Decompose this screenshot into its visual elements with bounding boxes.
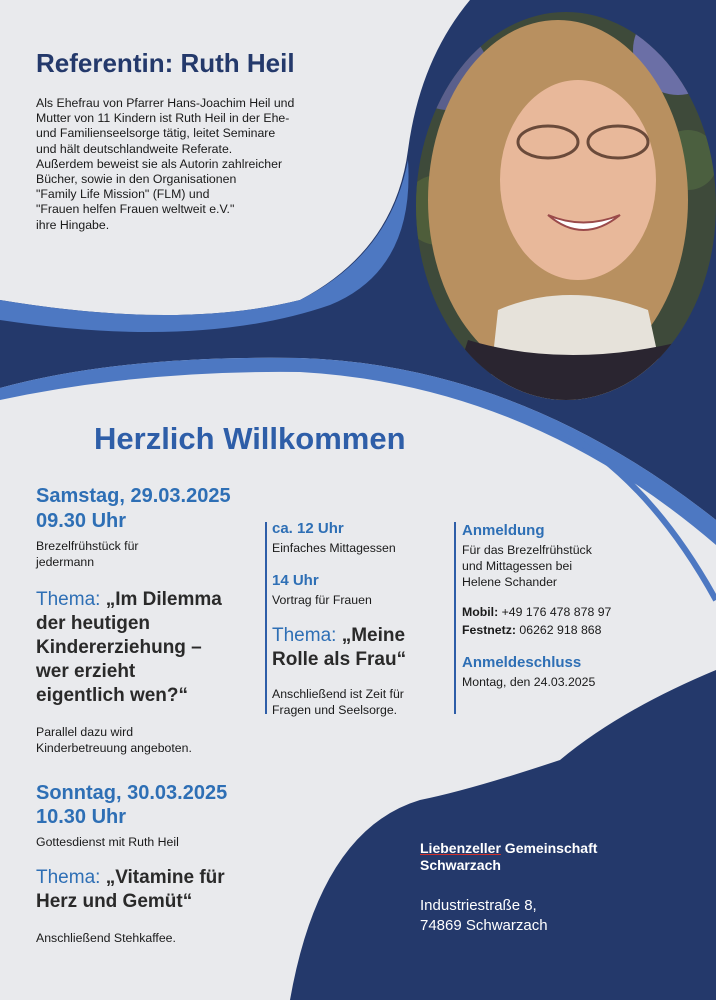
midday-thema [272, 624, 452, 672]
saturday-note-2: Kinderbetreuung angeboten. [36, 741, 192, 755]
speaker-heading: Referentin: Ruth Heil [36, 48, 295, 78]
bio-line: und Familienseelsorge tätig, leitet Seminare [36, 126, 276, 141]
deadline-value: Montag, den 24.03.2025 [462, 675, 596, 689]
organizer-name [420, 840, 597, 874]
thema-line: „Im Dilemma [105, 589, 222, 610]
midday-note-2: Fragen und Seelsorge. [272, 703, 398, 717]
midday-time-1: ca. 12 Uhr [272, 520, 344, 537]
thema-label: Thema: [36, 867, 101, 888]
registration-heading: Anmeldung [462, 522, 545, 539]
thema-line: Herz und Gemüt“ [36, 891, 193, 912]
midday-note-1: Anschließend ist Zeit für [272, 687, 404, 701]
organizer-name-underlined: Liebenzeller [420, 840, 501, 856]
bio-line: "Frauen helfen Frauen weltweit e.V." [36, 202, 235, 217]
thema-line: „Vitamine für [105, 867, 225, 888]
mobile-number [462, 604, 611, 620]
saturday-desc-1: Brezelfrühstück für [36, 539, 139, 553]
registration-desc-2: und Mittagessen bei [462, 559, 573, 573]
saturday-desc-2: jedermann [36, 555, 95, 569]
thema-label: Thema: [272, 625, 337, 646]
saturday-note-1: Parallel dazu wird [36, 725, 134, 739]
bio-line: Bücher, sowie in den Organisationen [36, 172, 237, 187]
thema-label: Thema: [36, 589, 101, 610]
address-street: Industriestraße 8, [420, 897, 537, 914]
organizer-name-rest: Gemeinschaft [500, 840, 598, 856]
welcome-heading: Herzlich Willkommen [94, 421, 406, 456]
midday-time-2: 14 Uhr [272, 572, 319, 589]
landline-number [462, 622, 601, 638]
thema-line: eigentlich wen?“ [36, 685, 189, 706]
sunday-time: 10.30 Uhr [36, 806, 127, 828]
saturday-time: 09.30 Uhr [36, 510, 127, 532]
saturday-date: Samstag, 29.03.2025 [36, 485, 231, 507]
column-divider [265, 522, 267, 714]
bio-line: "Family Life Mission" (FLM) und [36, 187, 210, 202]
bio-line: ihre Hingabe. [36, 217, 110, 232]
organizer-address [420, 896, 548, 936]
landline-value: 06262 918 868 [519, 623, 602, 637]
sunday-date: Sonntag, 30.03.2025 [36, 782, 228, 804]
saturday-thema [36, 588, 266, 708]
registration-desc-3: Helene Schander [462, 575, 558, 589]
organizer-name-line2: Schwarzach [420, 857, 501, 873]
mobile-label: Mobil: [462, 605, 499, 619]
thema-line: Kindererziehung – [36, 637, 202, 658]
landline-label: Festnetz: [462, 623, 516, 637]
bio-line: und hält deutschlandweite Referate. [36, 141, 233, 156]
portrait-photo-icon [408, 10, 716, 402]
sunday-note: Anschließend Stehkaffee. [36, 931, 176, 945]
thema-line: der heutigen [36, 613, 151, 634]
midday-desc-2: Vortrag für Frauen [272, 593, 372, 607]
thema-line: Rolle als Frau“ [272, 649, 407, 670]
speaker-bio [36, 96, 366, 233]
registration-desc-1: Für das Brezelfrühstück [462, 543, 592, 557]
mobile-value: +49 176 478 878 97 [501, 605, 612, 619]
bio-line: Außerdem beweist sie als Autorin zahlreicher [36, 156, 283, 171]
thema-line: „Meine [341, 625, 406, 646]
thema-line: wer erzieht [36, 661, 136, 682]
column-divider [454, 522, 456, 714]
midday-desc-1: Einfaches Mittagessen [272, 541, 396, 555]
sunday-thema [36, 866, 286, 914]
address-city: 74869 Schwarzach [420, 917, 548, 934]
sunday-desc: Gottesdienst mit Ruth Heil [36, 835, 179, 849]
deadline-heading: Anmeldeschluss [462, 654, 582, 671]
bio-line: Als Ehefrau von Pfarrer Hans-Joachim Heil und [36, 96, 295, 110]
bio-line: Mutter von 11 Kindern ist Ruth Heil in der Ehe- [36, 111, 290, 126]
